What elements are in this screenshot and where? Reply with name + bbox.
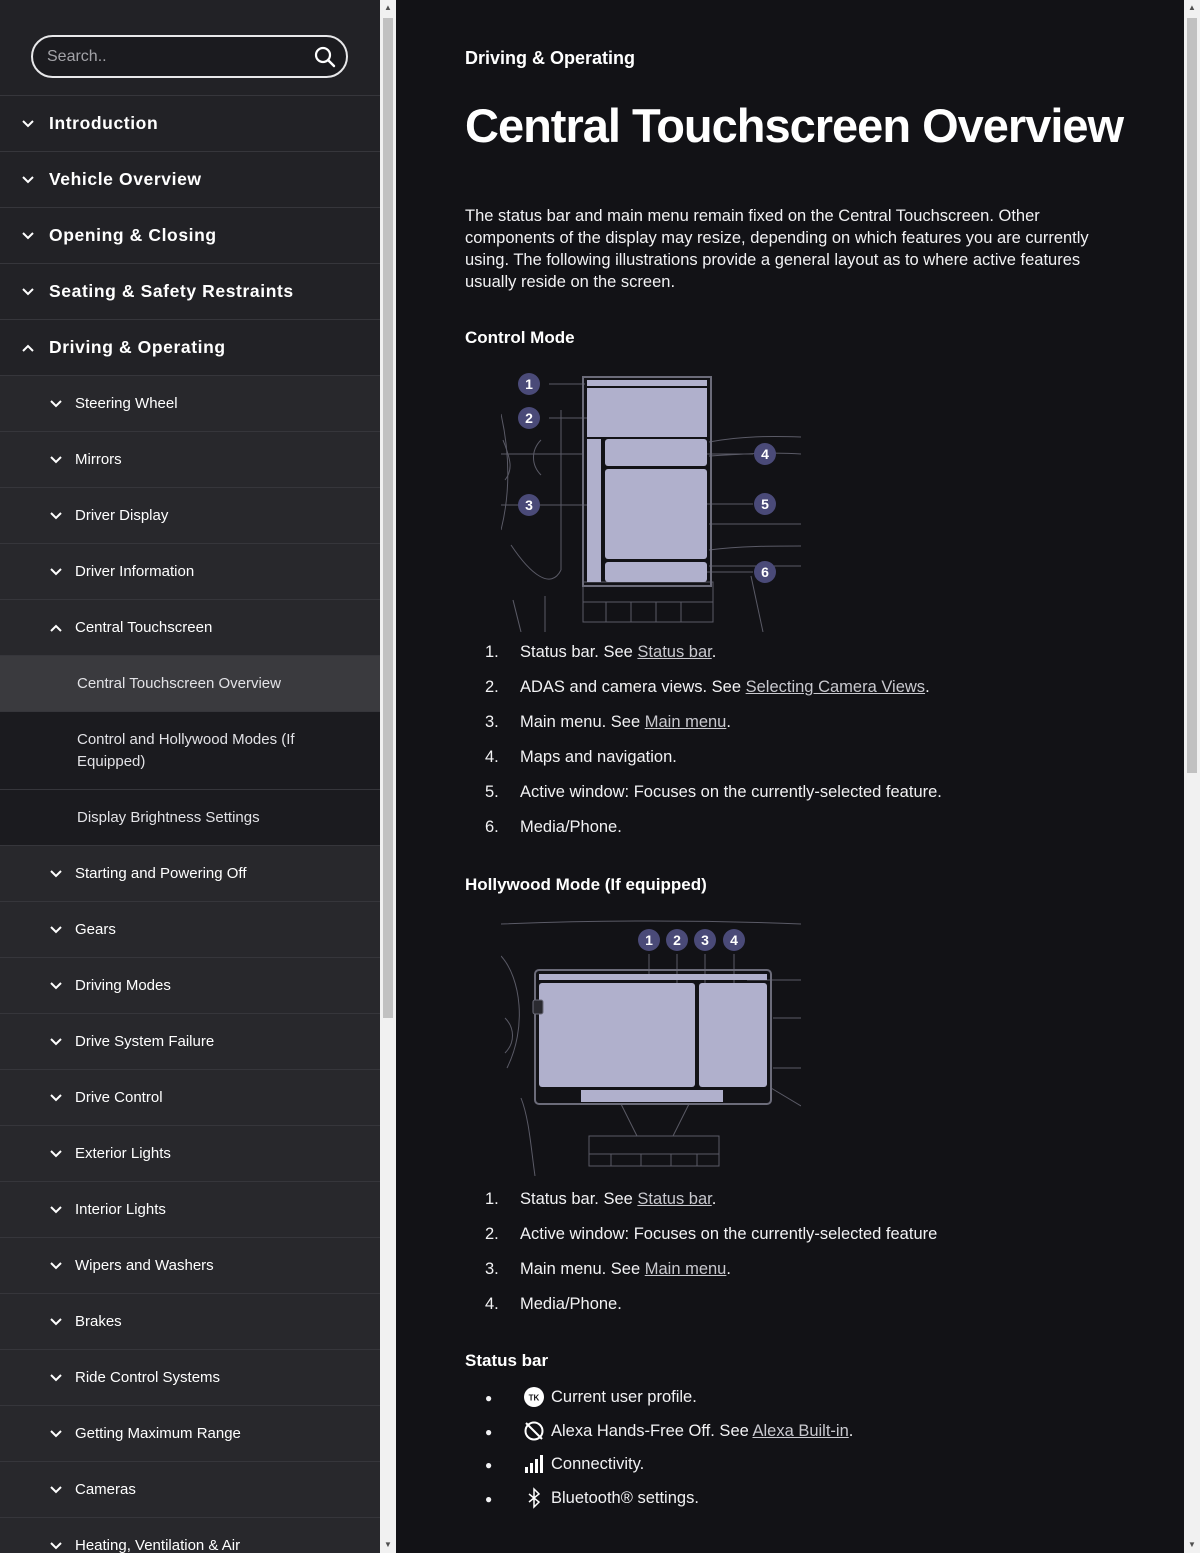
chevron-down-icon xyxy=(48,922,64,938)
camera-mount xyxy=(533,1000,543,1014)
scrollbar-thumb[interactable] xyxy=(383,18,393,1018)
list-item xyxy=(485,817,1125,852)
svg-text:3: 3 xyxy=(701,932,709,948)
nav-section-vehicle-overview[interactable] xyxy=(0,152,380,208)
nav-sub-drive-system-failure[interactable] xyxy=(0,1014,380,1070)
list-item xyxy=(485,1224,1125,1259)
reference-link[interactable]: Status bar xyxy=(637,643,712,661)
nav-sub-label: Central Touchscreen xyxy=(75,619,213,636)
nav-sub-label: Interior Lights xyxy=(75,1201,166,1218)
list-item-text: Maps and navigation. xyxy=(520,748,677,766)
main-scrollbar[interactable] xyxy=(1184,0,1200,1553)
status-bar-region xyxy=(539,974,767,980)
chevron-up-icon xyxy=(48,620,64,636)
list-number: 4. xyxy=(485,748,499,766)
nav-section-label: Seating & Safety Restraints xyxy=(49,281,294,301)
search-box[interactable] xyxy=(31,35,348,78)
active-window-region xyxy=(605,469,707,559)
bluetooth-icon xyxy=(523,1487,545,1509)
nav-sub-label: Wipers and Washers xyxy=(75,1257,214,1274)
nav-sub-interior-lights[interactable] xyxy=(0,1182,380,1238)
list-item-text: ADAS and camera views. See Selecting Camera Views. xyxy=(520,678,930,696)
control-mode-diagram xyxy=(501,370,801,632)
list-item-text: Main menu. See Main menu. xyxy=(520,1260,731,1278)
list-item xyxy=(485,1259,1125,1294)
bullet: ● xyxy=(485,1458,493,1472)
media-region xyxy=(605,562,707,582)
control-mode-list xyxy=(485,642,1125,852)
alexa-built-in-link[interactable]: Alexa Built-in xyxy=(752,1421,849,1440)
nav-sub-heating-ventilation-air[interactable] xyxy=(0,1518,380,1553)
nav-section-introduction[interactable] xyxy=(0,96,380,152)
svg-text:5: 5 xyxy=(761,496,769,512)
callout-1 xyxy=(638,929,660,951)
scroll-down-arrow-icon[interactable]: ▼ xyxy=(384,1540,392,1549)
chevron-down-icon xyxy=(48,1314,64,1330)
nav-sub-mirrors[interactable] xyxy=(0,432,380,488)
nav-sub-driver-display[interactable] xyxy=(0,488,380,544)
nav-section-opening-closing[interactable] xyxy=(0,208,380,264)
list-item-text: Main menu. See Main menu. xyxy=(520,713,731,731)
nav-sub-exterior-lights[interactable] xyxy=(0,1126,380,1182)
bullet: ● xyxy=(485,1391,493,1405)
nav-sub-driving-modes[interactable] xyxy=(0,958,380,1014)
list-item xyxy=(485,782,1125,817)
chevron-down-icon xyxy=(48,452,64,468)
chevron-down-icon xyxy=(48,1538,64,1553)
svg-text:4: 4 xyxy=(730,932,738,948)
chevron-down-icon xyxy=(48,396,64,412)
list-item-text: Status bar. See Status bar. xyxy=(520,1190,717,1208)
scroll-up-arrow-icon[interactable]: ▲ xyxy=(384,3,392,12)
list-number: 3. xyxy=(485,1260,499,1278)
nav-sub-label: Driving Modes xyxy=(75,977,171,994)
nav-page-label: Central Touchscreen Overview xyxy=(77,674,281,692)
callout-4 xyxy=(754,443,776,465)
list-number: 6. xyxy=(485,818,499,836)
nav-sub-getting-maximum-range[interactable] xyxy=(0,1406,380,1462)
nav-sub-label: Driver Display xyxy=(75,507,169,524)
list-number: 3. xyxy=(485,713,499,731)
scrollbar-thumb[interactable] xyxy=(1187,18,1197,773)
main-menu-region xyxy=(581,1090,723,1102)
list-number: 5. xyxy=(485,783,499,801)
nav-sub-label: Cameras xyxy=(75,1481,136,1498)
sidebar xyxy=(0,0,380,1553)
list-number: 1. xyxy=(485,643,499,661)
list-item xyxy=(485,1294,1125,1329)
camera-view-region xyxy=(587,388,707,437)
nav-sub-driver-information[interactable] xyxy=(0,544,380,600)
search-icon[interactable] xyxy=(314,46,336,68)
list-item xyxy=(485,1189,1125,1224)
nav-sub-label: Getting Maximum Range xyxy=(75,1425,241,1442)
nav-page-label: Control and Hollywood Modes (If Equipped) xyxy=(77,730,295,770)
scroll-up-arrow-icon[interactable]: ▲ xyxy=(1188,3,1196,12)
status-bar-list xyxy=(485,1388,1125,1522)
nav-sub-cameras[interactable] xyxy=(0,1462,380,1518)
page-title: Central Touchscreen Overview xyxy=(465,99,1124,152)
chevron-down-icon xyxy=(48,1034,64,1050)
nav-sub-central-touchscreen[interactable] xyxy=(0,600,380,656)
list-item-text: Alexa Hands-Free Off. See Alexa Built-in. xyxy=(551,1421,854,1440)
list-item xyxy=(485,712,1125,747)
chevron-down-icon xyxy=(48,508,64,524)
chevron-down-icon xyxy=(48,1090,64,1106)
list-item-text: Current user profile. xyxy=(551,1388,697,1406)
list-item-text: Active window: Focuses on the currently-selected feature xyxy=(520,1225,938,1243)
svg-text:4: 4 xyxy=(761,446,769,462)
active-window-region xyxy=(539,983,695,1087)
status-bar-heading: Status bar xyxy=(465,1351,549,1370)
nav-sub-label: Exterior Lights xyxy=(75,1145,171,1162)
nav-sub-label: Gears xyxy=(75,921,116,938)
reference-link[interactable]: Selecting Camera Views xyxy=(745,678,926,696)
media-region xyxy=(699,983,767,1087)
list-number: 4. xyxy=(485,1295,499,1313)
nav-section-label: Opening & Closing xyxy=(49,225,217,245)
nav-page-control-hollywood-modes[interactable] xyxy=(0,712,380,790)
nav-sub-steering-wheel[interactable] xyxy=(0,376,380,432)
search-input[interactable] xyxy=(47,45,307,69)
connectivity-icon xyxy=(523,1453,545,1475)
nav-page-label: Display Brightness Settings xyxy=(77,808,260,826)
nav-section-seating-safety[interactable] xyxy=(0,264,380,320)
list-item-text: Active window: Focuses on the currently-selected feature. xyxy=(520,783,942,801)
list-item xyxy=(485,677,1125,712)
sidebar-scrollbar[interactable] xyxy=(380,0,396,1553)
nav-sub-label: Brakes xyxy=(75,1313,122,1330)
breadcrumb[interactable]: Driving & Operating xyxy=(465,48,636,68)
nav-section-label: Introduction xyxy=(49,113,159,133)
list-number: 2. xyxy=(485,1225,499,1243)
svg-text:6: 6 xyxy=(761,564,769,580)
svg-text:2: 2 xyxy=(525,410,533,426)
search-area xyxy=(0,0,380,96)
user-profile-icon xyxy=(523,1386,545,1408)
list-item-text: Bluetooth® settings. xyxy=(551,1488,699,1507)
nav-sub-label: Starting and Powering Off xyxy=(75,865,247,882)
callout-6 xyxy=(754,561,776,583)
svg-text:1: 1 xyxy=(645,932,653,948)
svg-text:TK: TK xyxy=(528,1393,540,1403)
nav-sub-gears[interactable] xyxy=(0,902,380,958)
callout-2 xyxy=(518,407,540,429)
chevron-down-icon xyxy=(48,1426,64,1442)
chevron-down-icon xyxy=(48,1258,64,1274)
chevron-up-icon xyxy=(20,340,36,356)
chevron-down-icon xyxy=(48,1146,64,1162)
chevron-down-icon xyxy=(20,116,36,132)
chevron-down-icon xyxy=(48,564,64,580)
intro-paragraph: The status bar and main menu remain fixed on the Central Touchscreen. Other components of the display may resize, depending on which features you are currently using. The following illustrations provide a general layout as to where active features usually reside on the screen. xyxy=(465,207,1089,291)
nav-sub-label: Driver Information xyxy=(75,563,195,580)
callout-3 xyxy=(518,494,540,516)
nav-sub-wipers-and-washers[interactable] xyxy=(0,1238,380,1294)
list-number: 1. xyxy=(485,1190,499,1208)
nav-page-display-brightness[interactable] xyxy=(0,790,380,846)
bullet: ● xyxy=(485,1424,493,1439)
nav-sub-label: Heating, Ventilation & Air xyxy=(75,1537,241,1553)
reference-link[interactable]: Status bar xyxy=(637,1190,712,1208)
nav-sub-brakes[interactable] xyxy=(0,1294,380,1350)
status-bar-region xyxy=(587,380,707,386)
chevron-down-icon xyxy=(48,1202,64,1218)
svg-text:3: 3 xyxy=(525,497,533,513)
control-mode-heading: Control Mode xyxy=(465,328,575,347)
reference-link[interactable]: Main menu xyxy=(644,713,727,731)
list-item xyxy=(485,642,1125,677)
nav-sub-label: Ride Control Systems xyxy=(75,1369,221,1386)
callout-1 xyxy=(518,373,540,395)
nav-sub-starting-and-powering-off[interactable] xyxy=(0,846,380,902)
nav-sub-ride-control-systems[interactable] xyxy=(0,1350,380,1406)
list-item-text: Status bar. See Status bar. xyxy=(520,643,717,661)
nav-sub-label: Steering Wheel xyxy=(75,395,178,412)
callout-4 xyxy=(723,929,745,951)
hollywood-mode-diagram xyxy=(501,918,801,1176)
list-item-text: Media/Phone. xyxy=(520,818,622,836)
nav-section-label: Vehicle Overview xyxy=(49,169,202,189)
chevron-down-icon xyxy=(48,1482,64,1498)
list-item xyxy=(485,1422,1125,1456)
chevron-down-icon xyxy=(48,866,64,882)
nav-sub-label: Mirrors xyxy=(75,451,122,468)
reference-link[interactable]: Main menu xyxy=(644,1260,727,1278)
maps-region xyxy=(605,439,707,466)
list-item xyxy=(485,1489,1125,1523)
nav-sub-label: Drive System Failure xyxy=(75,1033,215,1050)
chevron-down-icon xyxy=(20,228,36,244)
chevron-down-icon xyxy=(20,172,36,188)
list-item-text: Media/Phone. xyxy=(520,1295,622,1313)
chevron-down-icon xyxy=(48,1370,64,1386)
hollywood-mode-list xyxy=(485,1189,1125,1329)
list-item xyxy=(485,747,1125,782)
list-item xyxy=(485,1455,1125,1489)
callout-5 xyxy=(754,493,776,515)
scroll-down-arrow-icon[interactable]: ▼ xyxy=(1188,1540,1196,1549)
svg-text:1: 1 xyxy=(525,376,533,392)
main-menu-region xyxy=(587,439,601,582)
nav-sub-label: Drive Control xyxy=(75,1089,163,1106)
list-item xyxy=(485,1388,1125,1422)
nav-section-driving-operating[interactable] xyxy=(0,320,380,376)
callout-2 xyxy=(666,929,688,951)
nav-sub-drive-control[interactable] xyxy=(0,1070,380,1126)
nav-section-label: Driving & Operating xyxy=(49,337,226,357)
callout-3 xyxy=(694,929,716,951)
chevron-down-icon xyxy=(20,284,36,300)
chevron-down-icon xyxy=(48,978,64,994)
main-content xyxy=(396,0,1184,1553)
nav-page-central-touchscreen-overview[interactable] xyxy=(0,656,380,712)
alexa-off-icon xyxy=(523,1420,545,1442)
list-item-text: Connectivity. xyxy=(551,1455,645,1473)
bullet: ● xyxy=(485,1491,493,1506)
hollywood-mode-heading: Hollywood Mode (If equipped) xyxy=(465,875,707,894)
svg-text:2: 2 xyxy=(673,932,681,948)
list-number: 2. xyxy=(485,678,499,696)
